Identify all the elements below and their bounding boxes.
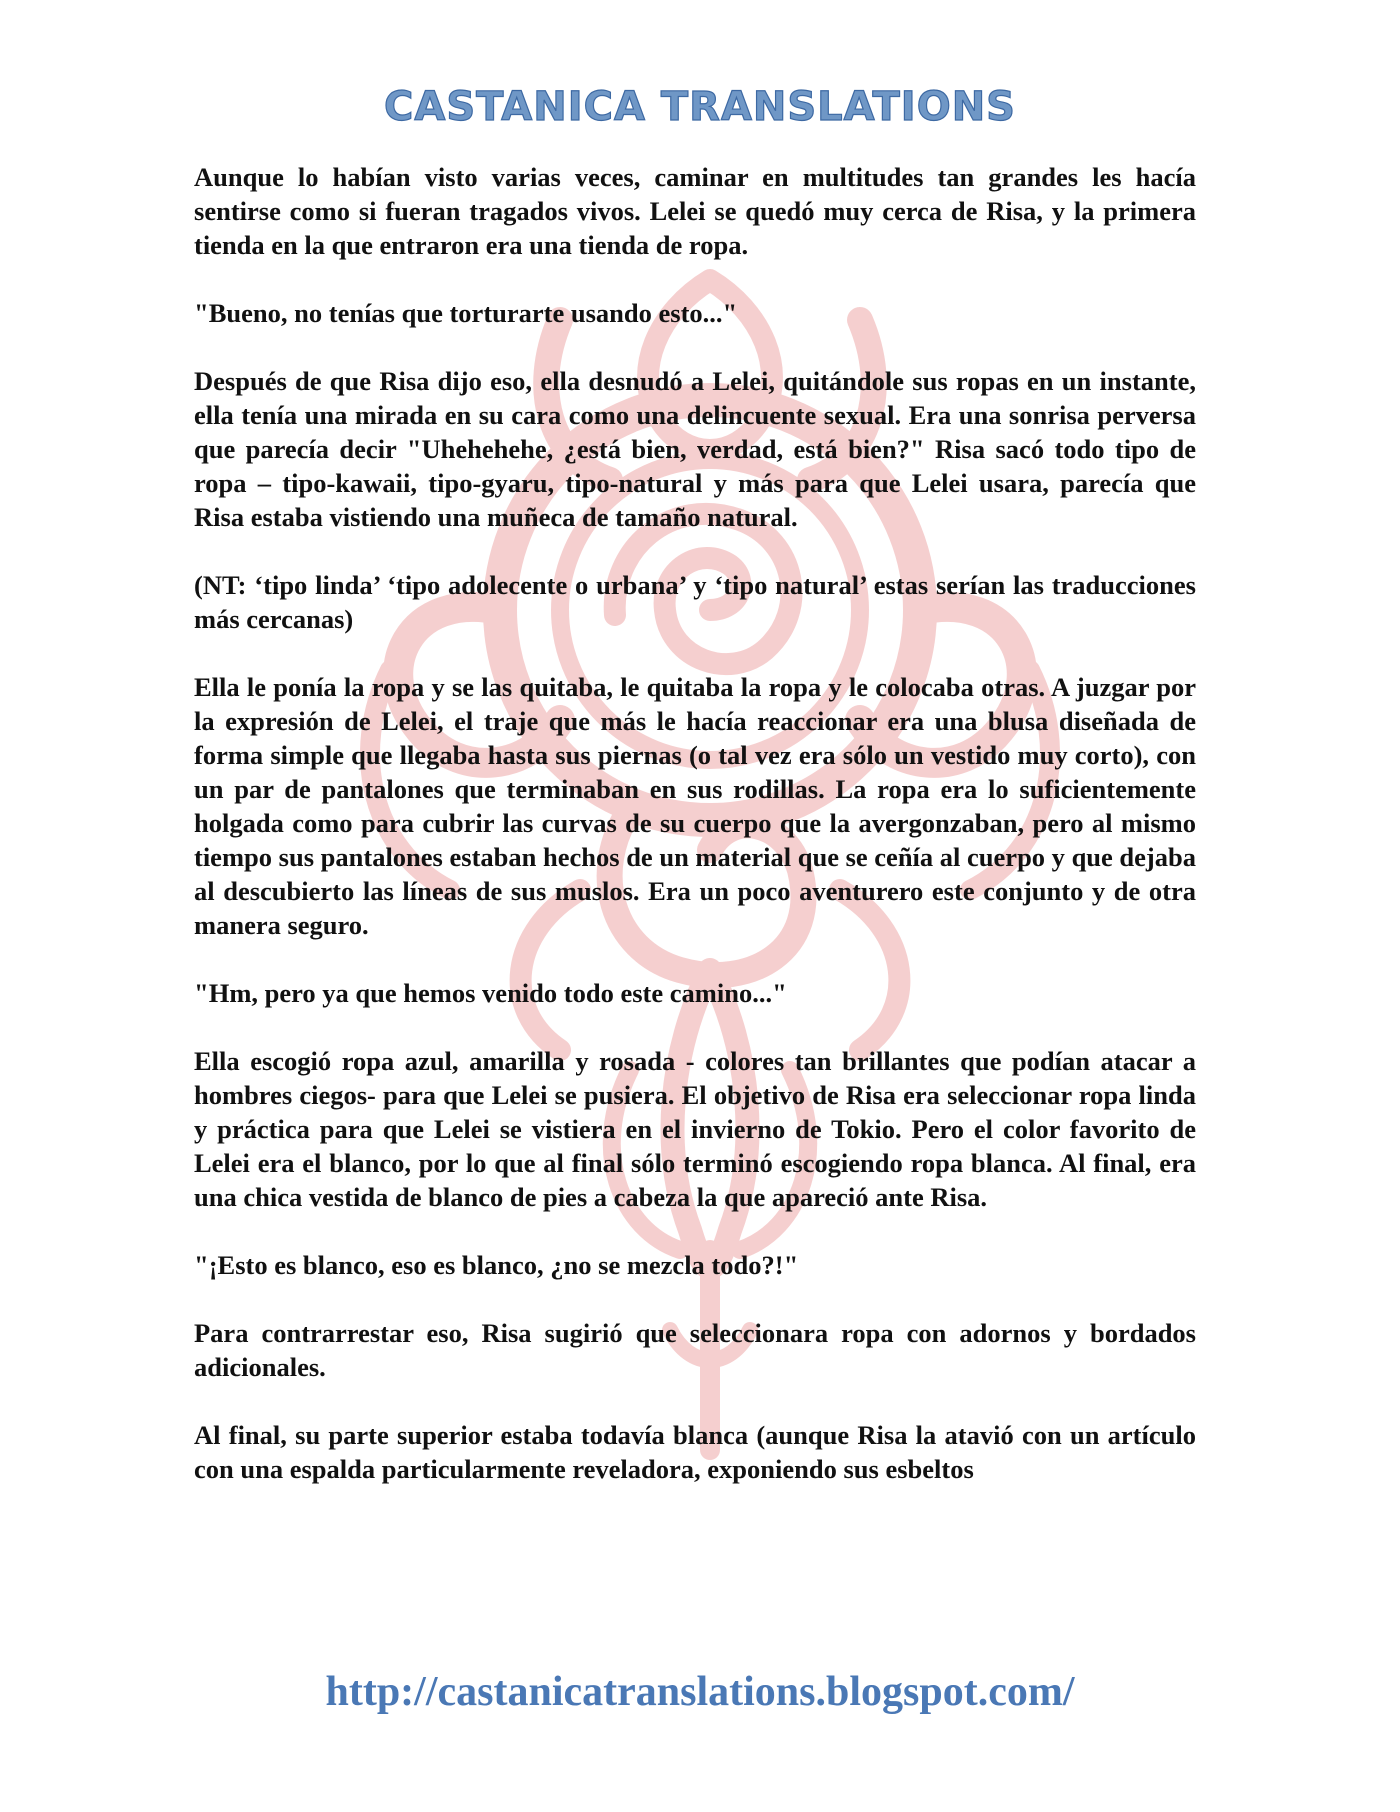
paragraph: Para contrarrestar eso, Risa sugirió que seleccionara ropa con adornos y bordados adicionales. [194, 1318, 1196, 1382]
paragraph: Después de que Risa dijo eso, ella desnudó a Lelei, quitándole sus ropas en un instante, ella tenía una mirada en su cara como una delincuente sexual. Era una sonrisa perversa que parecía decir "Uhehehehe, ¿está bien, verdad, está bien?" Risa sacó todo tipo de ropa – tipo-kawaii, tipo-gyaru, tipo-natural y más para que Lelei usara, parecía que Risa estaba vistiendo una muñeca de tamaño natural. [194, 366, 1196, 532]
paragraph: Ella le ponía la ropa y se las quitaba, le quitaba la ropa y le colocaba otras. A juzgar por la expresión de Lelei, el traje que más le hacía reaccionar era una blusa diseñada de forma simple que llegaba hasta sus piernas (o tal vez era sólo un vestido muy corto), con un par de pantalones que terminaban en sus rodillas. La ropa era lo suficientemente holgada como para cubrir las curvas de su cuerpo que la avergonzaban, pero al mismo tiempo sus pantalones estaban hechos de un material que se ceñía al cuerpo y que dejaba al descubierto las líneas de sus muslos. Era un poco aventurero este conjunto y de otra manera seguro. [194, 672, 1196, 940]
paragraph: Al final, su parte superior estaba todavía blanca (aunque Risa la atavió con un artículo con una espalda particularmente reveladora, exponiendo sus esbeltos [194, 1420, 1196, 1484]
paragraph: Aunque lo habían visto varias veces, caminar en multitudes tan grandes les hacía sentirse como si fueran tragados vivos. Lelei se quedó muy cerca de Risa, y la primera tienda en la que entraron era una tienda de ropa. [194, 162, 1196, 260]
footer-link[interactable]: http://castanicatranslations.blogspot.com/ [325, 1669, 1075, 1715]
document-body [194, 160, 1196, 1520]
paragraph: Ella escogió ropa azul, amarilla y rosada - colores tan brillantes que podían atacar a hombres ciegos- para que Lelei se pusiera. El objetivo de Risa era seleccionar ropa linda y práctica para que Lelei se vistiera en el invierno de Tokio. Pero el color favorito de Lelei era el blanco, por lo que al final sólo terminó escogiendo ropa blanca. Al final, era una chica vestida de blanco de pies a cabeza la que apareció ante Risa. [194, 1046, 1196, 1212]
page-header-title: CASTANICA TRANSLATIONS [384, 84, 1016, 130]
paragraph: "¡Esto es blanco, eso es blanco, ¿no se mezcla todo?!" [194, 1250, 799, 1280]
paragraph: (NT: ‘tipo linda’ ‘tipo adolecente o urbana’ y ‘tipo natural’ estas serían las traducciones más cercanas) [194, 570, 1196, 634]
paragraph: "Hm, pero ya que hemos venido todo este camino..." [194, 978, 787, 1008]
paragraph: "Bueno, no tenías que torturarte usando esto..." [194, 298, 738, 328]
